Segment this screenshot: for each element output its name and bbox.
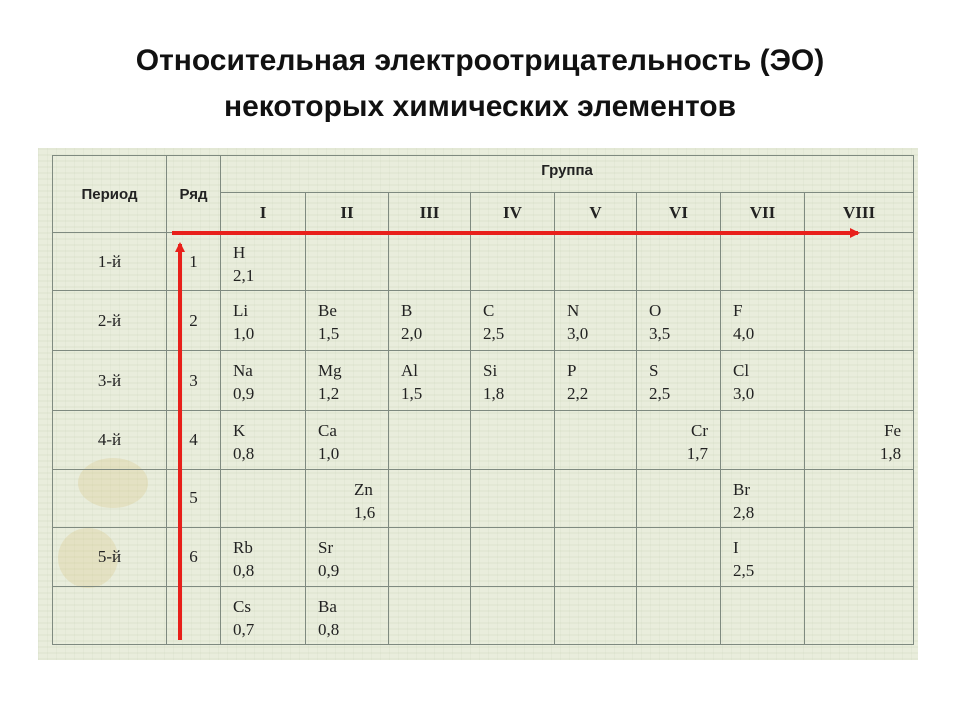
element-cell (721, 351, 805, 411)
table-row (53, 291, 914, 351)
element-cell (221, 527, 306, 586)
empty-cell (389, 527, 471, 586)
element-symbol: F (733, 301, 743, 321)
element-symbol: S (649, 361, 659, 381)
empty-cell (637, 233, 721, 291)
table-row (53, 586, 914, 644)
empty-cell (389, 469, 471, 527)
electronegativity-value: 1,5 (401, 384, 423, 404)
electronegativity-value: 0,8 (318, 619, 340, 639)
empty-cell (637, 469, 721, 527)
element-symbol: Fe (884, 421, 902, 441)
empty-cell (721, 233, 805, 291)
element-symbol: Na (233, 361, 253, 381)
electronegativity-value: 4,0 (733, 324, 755, 344)
element-symbol: N (567, 301, 580, 321)
element-symbol: H (233, 243, 246, 262)
electronegativity-value: 0,9 (318, 560, 340, 580)
empty-cell (389, 586, 471, 644)
group-header-4: IV (471, 193, 555, 233)
empty-cell (805, 233, 914, 291)
electronegativity-value: 3,5 (649, 324, 671, 344)
element-symbol: Sr (318, 537, 334, 557)
empty-cell (721, 586, 805, 644)
element-cell (306, 527, 389, 586)
row-number-cell: 2 (167, 291, 221, 351)
group-header-2: II (306, 193, 389, 233)
element-cell (637, 411, 721, 469)
electronegativity-value: 1,0 (318, 444, 340, 464)
table-row (53, 351, 914, 411)
period-cell: 2-й (53, 291, 167, 351)
element-symbol: P (567, 361, 577, 381)
element-symbol: K (233, 421, 246, 441)
element-cell (805, 411, 914, 469)
empty-cell (555, 527, 637, 586)
table-body (53, 233, 914, 645)
electronegativity-value: 0,8 (233, 560, 255, 580)
element-cell (721, 469, 805, 527)
period-cell (53, 469, 167, 527)
row-number-cell: 4 (167, 411, 221, 469)
electronegativity-value: 1,5 (318, 324, 340, 344)
element-cell (555, 351, 637, 411)
element-cell (221, 586, 306, 644)
empty-cell (805, 291, 914, 351)
electronegativity-value: 2,1 (233, 266, 255, 285)
element-cell (306, 351, 389, 411)
period-cell: 4-й (53, 411, 167, 469)
row-number-cell (167, 586, 221, 644)
empty-cell (471, 469, 555, 527)
element-symbol: Zn (354, 479, 373, 499)
table-row (53, 469, 914, 527)
empty-cell (805, 586, 914, 644)
empty-cell (805, 527, 914, 586)
row-column-header: Ряд (167, 156, 221, 233)
empty-cell (221, 469, 306, 527)
group-header-8: VIII (805, 193, 914, 233)
empty-cell (389, 411, 471, 469)
table-row (53, 527, 914, 586)
empty-cell (555, 233, 637, 291)
group-header-3: III (389, 193, 471, 233)
element-symbol: Cs (233, 596, 251, 616)
element-cell (221, 291, 306, 351)
electronegativity-value: 1,8 (483, 384, 505, 404)
electronegativity-value: 1,7 (686, 444, 708, 464)
electronegativity-value: 1,2 (318, 384, 340, 404)
element-symbol: Rb (233, 537, 253, 557)
element-cell (471, 291, 555, 351)
electronegativity-value: 2,0 (401, 324, 423, 344)
electronegativity-value: 1,6 (354, 502, 376, 522)
slide-title (0, 38, 960, 130)
group-header: Группа (221, 156, 914, 193)
element-cell (221, 233, 306, 291)
group-header-7: VII (721, 193, 805, 233)
electronegativity-table (52, 155, 914, 645)
empty-cell (471, 586, 555, 644)
empty-cell (471, 233, 555, 291)
element-cell (471, 351, 555, 411)
period-cell: 3-й (53, 351, 167, 411)
row-number-cell: 1 (167, 233, 221, 291)
electronegativity-value: 3,0 (733, 384, 755, 404)
empty-cell (555, 586, 637, 644)
electronegativity-value: 1,0 (233, 324, 255, 344)
element-symbol: Cl (733, 361, 750, 381)
electronegativity-value: 2,8 (733, 502, 755, 522)
element-symbol: Li (233, 301, 249, 321)
element-symbol: Cr (691, 421, 708, 441)
element-symbol: B (401, 301, 413, 321)
empty-cell (471, 527, 555, 586)
group-header-6: VI (637, 193, 721, 233)
table-row (53, 233, 914, 291)
empty-cell (637, 527, 721, 586)
period-cell: 5-й (53, 527, 167, 586)
element-cell (721, 527, 805, 586)
element-symbol: Br (733, 479, 750, 499)
slide-title-line-1: Относительная электроотрицательность (ЭО) (135, 44, 825, 77)
empty-cell (555, 411, 637, 469)
electronegativity-value: 2,5 (483, 324, 505, 344)
row-number-cell: 3 (167, 351, 221, 411)
element-cell (221, 351, 306, 411)
empty-cell (306, 233, 389, 291)
empty-cell (555, 469, 637, 527)
empty-cell (637, 586, 721, 644)
element-cell (221, 411, 306, 469)
element-cell (306, 411, 389, 469)
element-symbol: O (649, 301, 662, 321)
electronegativity-value: 2,5 (649, 384, 671, 404)
empty-cell (805, 469, 914, 527)
element-cell (306, 586, 389, 644)
group-header-5: V (555, 193, 637, 233)
element-cell (637, 351, 721, 411)
empty-cell (389, 233, 471, 291)
slide-title-line-2: некоторых химических элементов (223, 90, 737, 123)
element-cell (389, 291, 471, 351)
electronegativity-value: 3,0 (567, 324, 589, 344)
group-header-1: I (221, 193, 306, 233)
element-cell (306, 469, 389, 527)
electronegativity-value: 0,9 (233, 384, 255, 404)
row-number-cell: 5 (167, 469, 221, 527)
electronegativity-value: 0,8 (233, 444, 255, 464)
element-cell (555, 291, 637, 351)
electronegativity-value: 2,2 (567, 384, 589, 404)
element-cell (389, 351, 471, 411)
element-cell (306, 291, 389, 351)
electronegativity-value: 1,8 (879, 444, 902, 464)
empty-cell (721, 411, 805, 469)
element-symbol: C (483, 301, 495, 321)
element-cell (637, 291, 721, 351)
element-symbol: I (733, 537, 739, 557)
element-symbol: Ba (318, 596, 337, 616)
empty-cell (471, 411, 555, 469)
period-cell (53, 586, 167, 644)
element-symbol: Al (401, 361, 418, 381)
period-column-header: Период (53, 156, 167, 233)
element-cell (721, 291, 805, 351)
row-number-cell: 6 (167, 527, 221, 586)
electronegativity-value: 0,7 (233, 619, 255, 639)
element-symbol: Mg (318, 361, 342, 381)
element-symbol: Ca (318, 421, 337, 441)
element-symbol: Si (483, 361, 498, 381)
empty-cell (805, 351, 914, 411)
table-row (53, 411, 914, 469)
period-cell: 1-й (53, 233, 167, 291)
electronegativity-value: 2,5 (733, 560, 755, 580)
element-symbol: Be (318, 301, 337, 321)
